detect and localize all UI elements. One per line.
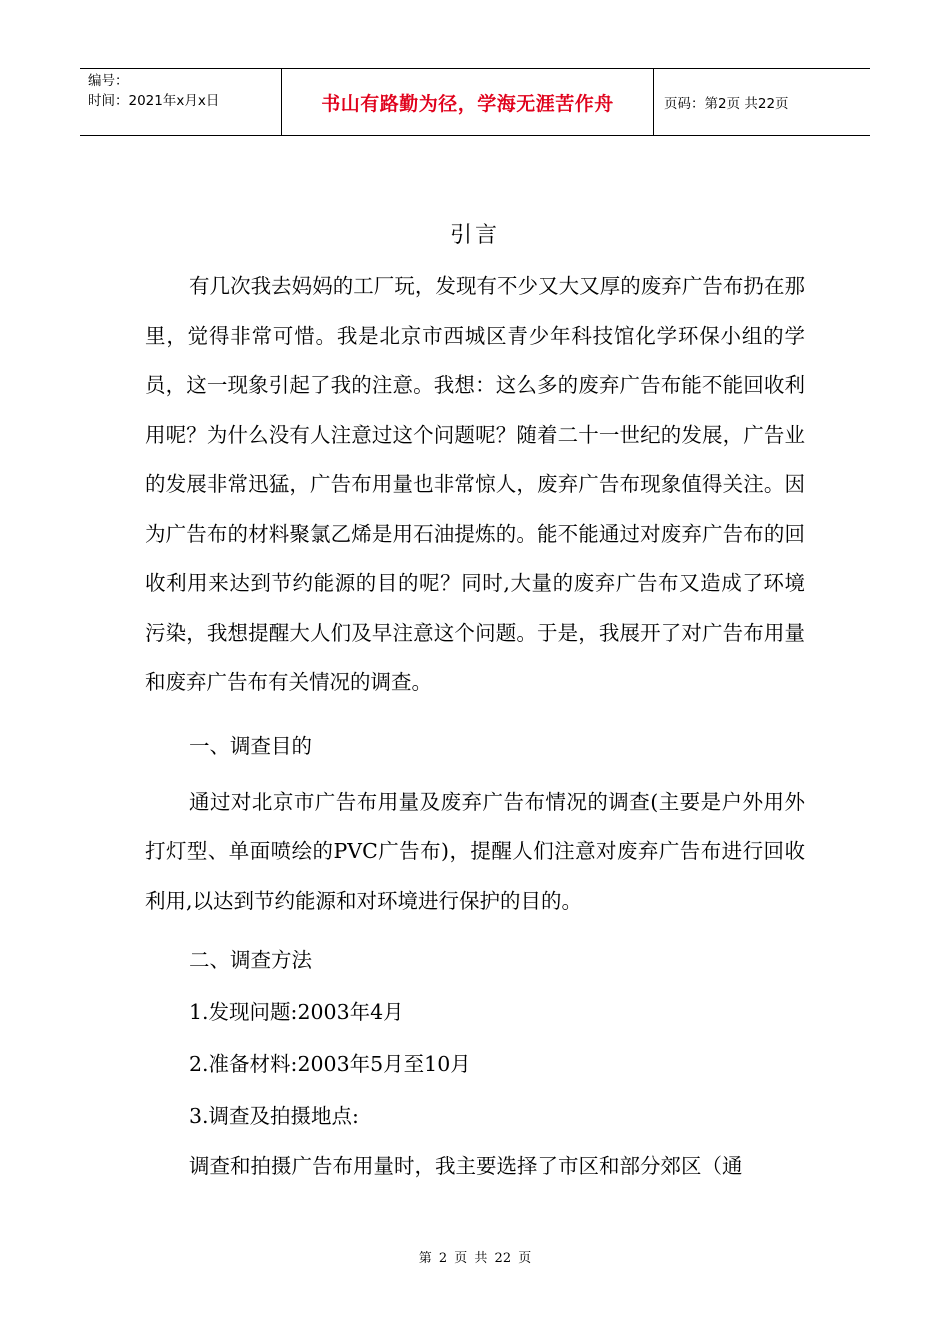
document-header [80,68,870,136]
closing-paragraph: 调查和拍摄广告布用量时，我主要选择了市区和部分郊区（通 [189,1154,743,1178]
header-meta-cell [80,69,282,135]
page-footer: 第 2 页 共 22 页 [418,1251,532,1266]
section-heading-method: 二、调查方法 [189,948,312,972]
header-page-info: 页码：第2页 共22页 [664,96,789,112]
header-motto-cell [282,69,654,135]
purpose-paragraph: 通过对北京市广告布用量及废弃广告布情况的调查(主要是户外用外打灯型、单面喷绘的PVC广告布)，提醒人们注意对废弃广告布进行回收利用,以达到节约能源和对环境进行保护的目的。 [145,789,805,913]
header-motto: 书山有路勤为径，学海无涯苦作舟 [321,92,614,115]
document-title: 引言 [449,223,500,248]
method-item-2: 2.准备材料:2003年5月至10月 [189,1052,471,1076]
document-date-label: 时间：2021年x月x日 [88,93,220,109]
document-body [145,262,805,1192]
method-item-1: 1.发现问题:2003年4月 [189,1000,404,1024]
intro-paragraph: 有几次我去妈妈的工厂玩，发现有不少又大又厚的废弃广告布扔在那里，觉得非常可惜。我是北京市西城区青少年科技馆化学环保小组的学员，这一现象引起了我的注意。我想：这么多的废弃广告布能不能回收利用呢？为什么没有人注意过这个问题呢？随着二十一世纪的发展，广告业的发展非常迅猛，广告布用量也非常惊人，废弃广告布现象值得关注。因为广告布的材料聚氯乙烯是用石油提炼的。能不能通过对废弃广告布的回收利用来达到节约能源的目的呢？同时,大量的废弃广告布又造成了环境污染，我想提醒大人们及早注意这个问题。于是，我展开了对广告布用量和废弃广告布有关情况的调查。 [145,274,805,694]
method-item-3: 3.调查及拍摄地点: [189,1104,359,1128]
document-code-label: 编号： [88,73,129,89]
header-page-cell [654,69,870,135]
section-heading-purpose: 一、调查目的 [189,733,312,758]
